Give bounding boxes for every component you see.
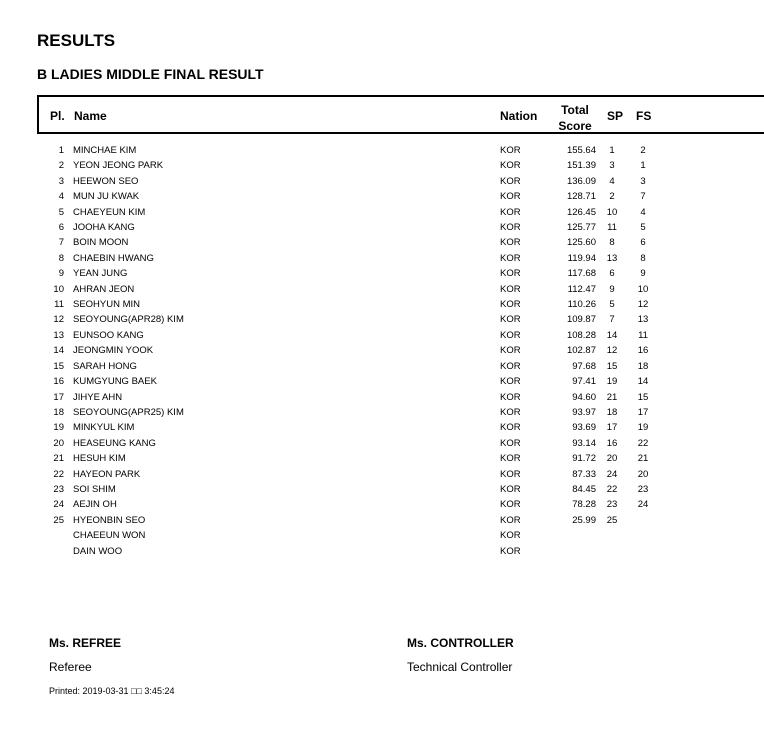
sp-rank-cell: 19 — [606, 376, 618, 388]
name-cell: SARAH HONG — [73, 360, 137, 372]
total-score-cell: 93.97 — [572, 406, 596, 418]
fs-rank-cell: 11 — [638, 329, 648, 341]
total-score-cell: 108.28 — [566, 329, 596, 341]
sp-rank-cell: 2 — [609, 191, 615, 203]
name-cell: KUMGYUNG BAEK — [73, 376, 157, 388]
table-row — [0, 451, 764, 466]
name-cell: JOOHA KANG — [73, 222, 135, 234]
place-cell: 24 — [53, 499, 64, 511]
sp-rank-cell: 24 — [606, 468, 618, 480]
sp-rank-cell: 16 — [606, 437, 618, 449]
total-score-cell: 94.60 — [572, 391, 596, 403]
place-cell: 14 — [53, 345, 64, 357]
column-header-total-score — [551, 102, 599, 134]
fs-rank-cell: 13 — [637, 314, 649, 326]
total-score-cell: 102.87 — [566, 345, 596, 357]
name-cell: AHRAN JEON — [73, 283, 135, 295]
total-score-cell: 93.14 — [572, 437, 596, 449]
name-cell: AEJIN OH — [73, 499, 117, 511]
fs-rank-cell: 14 — [637, 376, 649, 388]
sp-rank-cell: 14 — [606, 329, 618, 341]
sp-rank-cell: 20 — [606, 453, 618, 465]
table-row — [0, 405, 764, 420]
sp-rank-cell: 11 — [607, 222, 617, 234]
nation-cell: KOR — [500, 514, 521, 526]
sp-rank-cell: 8 — [609, 237, 615, 249]
nation-cell: KOR — [500, 468, 521, 480]
nation-cell: KOR — [500, 191, 521, 203]
table-row — [0, 297, 764, 312]
fs-rank-cell: 24 — [637, 499, 649, 511]
place-cell: 20 — [53, 437, 64, 449]
table-row — [0, 143, 764, 158]
name-cell: CHAEYEUN KIM — [73, 206, 146, 218]
table-row — [0, 467, 764, 482]
fs-rank-cell: 2 — [640, 145, 646, 156]
table-row — [0, 220, 764, 235]
name-cell: HESUH KIM — [73, 453, 126, 465]
name-cell: HAYEON PARK — [73, 468, 141, 480]
total-score-cell: 155.64 — [566, 145, 596, 156]
table-row — [0, 328, 764, 343]
sp-rank-cell: 22 — [606, 483, 618, 495]
place-cell: 25 — [53, 514, 64, 526]
column-header-place: Pl. — [50, 109, 65, 123]
name-cell: YEON JEONG PARK — [73, 160, 164, 172]
total-score-cell: 110.26 — [567, 299, 596, 311]
fs-rank-cell: 17 — [637, 406, 649, 418]
table-row — [0, 436, 764, 451]
nation-cell: KOR — [500, 545, 521, 557]
page-title: RESULTS — [37, 31, 116, 50]
place-cell: 7 — [58, 237, 64, 249]
column-header-fs: FS — [636, 109, 652, 123]
sp-rank-cell: 6 — [609, 268, 615, 280]
total-score-cell: 97.68 — [572, 360, 596, 372]
table-row — [0, 482, 764, 497]
table-row — [0, 174, 764, 189]
place-cell: 9 — [58, 268, 64, 280]
name-cell: SOI SHIM — [73, 483, 116, 495]
fs-rank-cell: 20 — [637, 468, 649, 480]
fs-rank-cell: 5 — [640, 222, 646, 234]
place-cell: 21 — [53, 453, 64, 465]
name-cell: CHAEEUN WON — [73, 530, 146, 542]
nation-cell: KOR — [500, 283, 521, 295]
place-cell: 13 — [53, 329, 64, 341]
nation-cell: KOR — [500, 453, 521, 465]
nation-cell: KOR — [500, 329, 521, 341]
total-header-line2: Score — [558, 119, 592, 133]
table-row — [0, 282, 764, 297]
fs-rank-cell: 23 — [637, 483, 649, 495]
controller-title: Ms. CONTROLLER — [407, 636, 514, 650]
place-cell: 16 — [53, 376, 64, 388]
sp-rank-cell: 15 — [606, 360, 618, 372]
sp-rank-cell: 9 — [609, 283, 615, 295]
nation-cell: KOR — [500, 483, 521, 495]
total-header-line1: Total — [561, 103, 589, 117]
results-table-body — [0, 143, 764, 559]
name-cell: MINCHAE KIM — [73, 145, 137, 156]
name-cell: HEASEUNG KANG — [73, 437, 156, 449]
table-header — [37, 95, 764, 134]
table-row — [0, 513, 764, 528]
total-score-cell: 109.87 — [566, 314, 596, 326]
nation-cell: KOR — [500, 222, 521, 234]
place-cell: 1 — [58, 145, 64, 156]
printed-timestamp: Printed: 2019-03-31 □□ 3:45:24 — [49, 686, 175, 696]
nation-cell: KOR — [500, 345, 521, 357]
fs-rank-cell: 22 — [637, 437, 649, 449]
name-cell: CHAEBIN HWANG — [73, 252, 154, 264]
name-cell: HYEONBIN SEO — [73, 514, 146, 526]
total-score-cell: 136.09 — [566, 175, 596, 187]
table-row — [0, 235, 764, 250]
fs-rank-cell: 12 — [637, 299, 649, 311]
fs-rank-cell: 4 — [640, 206, 646, 218]
sp-rank-cell: 13 — [606, 252, 618, 264]
name-cell: JIHYE AHN — [73, 391, 123, 403]
fs-rank-cell: 9 — [640, 268, 646, 280]
table-row — [0, 343, 764, 358]
place-cell: 2 — [58, 160, 64, 172]
name-cell: SEOYOUNG(APR28) KIM — [73, 314, 184, 326]
table-row — [0, 312, 764, 327]
column-header-nation: Nation — [500, 109, 538, 123]
place-cell: 19 — [53, 422, 64, 434]
sp-rank-cell: 25 — [606, 514, 618, 526]
fs-rank-cell: 10 — [637, 283, 649, 295]
name-cell: MUN JU KWAK — [73, 191, 140, 203]
place-cell: 10 — [53, 283, 64, 295]
nation-cell: KOR — [500, 437, 521, 449]
nation-cell: KOR — [500, 499, 521, 511]
total-score-cell: 126.45 — [566, 206, 596, 218]
fs-rank-cell: 7 — [640, 191, 646, 203]
nation-cell: KOR — [500, 391, 521, 403]
sp-rank-cell: 12 — [606, 345, 618, 357]
place-cell: 8 — [58, 252, 64, 264]
name-cell: SEOHYUN MIN — [73, 299, 141, 311]
table-row — [0, 251, 764, 266]
fs-rank-cell: 18 — [637, 360, 649, 372]
table-row — [0, 189, 764, 204]
nation-cell: KOR — [500, 406, 521, 418]
sp-rank-cell: 3 — [609, 160, 615, 172]
total-score-cell: 97.41 — [572, 376, 596, 388]
sp-rank-cell: 23 — [606, 499, 618, 511]
nation-cell: KOR — [500, 175, 521, 187]
referee-role: Referee — [49, 660, 92, 674]
fs-rank-cell: 16 — [637, 345, 649, 357]
table-row — [0, 359, 764, 374]
nation-cell: KOR — [500, 237, 521, 249]
fs-rank-cell: 3 — [640, 175, 646, 187]
sp-rank-cell: 21 — [606, 391, 618, 403]
nation-cell: KOR — [500, 530, 521, 542]
referee-title: Ms. REFREE — [49, 636, 122, 650]
total-score-cell: 112.47 — [567, 283, 596, 295]
controller-role: Technical Controller — [407, 660, 513, 674]
total-score-cell: 87.33 — [572, 468, 596, 480]
place-cell: 11 — [54, 299, 64, 311]
table-row — [0, 374, 764, 389]
place-cell: 22 — [53, 468, 64, 480]
name-cell: EUNSOO KANG — [73, 329, 144, 341]
name-cell: YEAN JUNG — [73, 268, 128, 280]
nation-cell: KOR — [500, 376, 521, 388]
fs-rank-cell: 1 — [640, 160, 646, 172]
place-cell: 3 — [58, 175, 64, 187]
total-score-cell: 125.77 — [566, 222, 596, 234]
column-header-name: Name — [74, 109, 107, 123]
total-score-cell: 117.68 — [567, 268, 596, 280]
place-cell: 23 — [53, 483, 64, 495]
name-cell: DAIN WOO — [73, 545, 123, 557]
place-cell: 17 — [53, 391, 64, 403]
total-score-cell: 119.94 — [567, 252, 596, 264]
place-cell: 6 — [58, 222, 64, 234]
fs-rank-cell: 15 — [637, 391, 649, 403]
nation-cell: KOR — [500, 206, 521, 218]
column-header-sp: SP — [607, 109, 624, 123]
fs-rank-cell: 19 — [637, 422, 649, 434]
sp-rank-cell: 10 — [606, 206, 618, 218]
sp-rank-cell: 5 — [609, 299, 615, 311]
name-cell: JEONGMIN YOOK — [73, 345, 154, 357]
nation-cell: KOR — [500, 360, 521, 372]
place-cell: 15 — [53, 360, 64, 372]
event-title: B LADIES MIDDLE FINAL RESULT — [37, 66, 264, 82]
nation-cell: KOR — [500, 299, 521, 311]
fs-rank-cell: 6 — [640, 237, 646, 249]
name-cell: SEOYOUNG(APR25) KIM — [73, 406, 184, 418]
place-cell: 18 — [53, 406, 64, 418]
name-cell: HEEWON SEO — [73, 175, 139, 187]
total-score-cell: 151.39 — [566, 160, 596, 172]
table-row — [0, 390, 764, 405]
nation-cell: KOR — [500, 314, 521, 326]
table-row — [0, 205, 764, 220]
sp-rank-cell: 4 — [609, 175, 615, 187]
total-score-cell: 125.60 — [566, 237, 596, 249]
place-cell: 12 — [53, 314, 64, 326]
nation-cell: KOR — [500, 160, 521, 172]
table-row — [0, 158, 764, 173]
sp-rank-cell: 1 — [609, 145, 615, 156]
total-score-cell: 25.99 — [572, 514, 596, 526]
nation-cell: KOR — [500, 252, 521, 264]
total-score-cell: 78.28 — [572, 499, 596, 511]
nation-cell: KOR — [500, 268, 521, 280]
table-row — [0, 528, 764, 543]
fs-rank-cell: 8 — [640, 252, 646, 264]
nation-cell: KOR — [500, 422, 521, 434]
total-score-cell: 93.69 — [572, 422, 596, 434]
sp-rank-cell: 18 — [606, 406, 618, 418]
total-score-cell: 128.71 — [566, 191, 596, 203]
table-row — [0, 544, 764, 559]
place-cell: 4 — [58, 191, 64, 203]
table-row — [0, 497, 764, 512]
name-cell: BOIN MOON — [73, 237, 129, 249]
name-cell: MINKYUL KIM — [73, 422, 135, 434]
total-score-cell: 91.72 — [572, 453, 596, 465]
place-cell: 5 — [58, 206, 64, 218]
table-row — [0, 266, 764, 281]
table-row — [0, 420, 764, 435]
nation-cell: KOR — [500, 145, 521, 156]
sp-rank-cell: 17 — [606, 422, 618, 434]
sp-rank-cell: 7 — [609, 314, 615, 326]
total-score-cell: 84.45 — [572, 483, 596, 495]
fs-rank-cell: 21 — [637, 453, 649, 465]
